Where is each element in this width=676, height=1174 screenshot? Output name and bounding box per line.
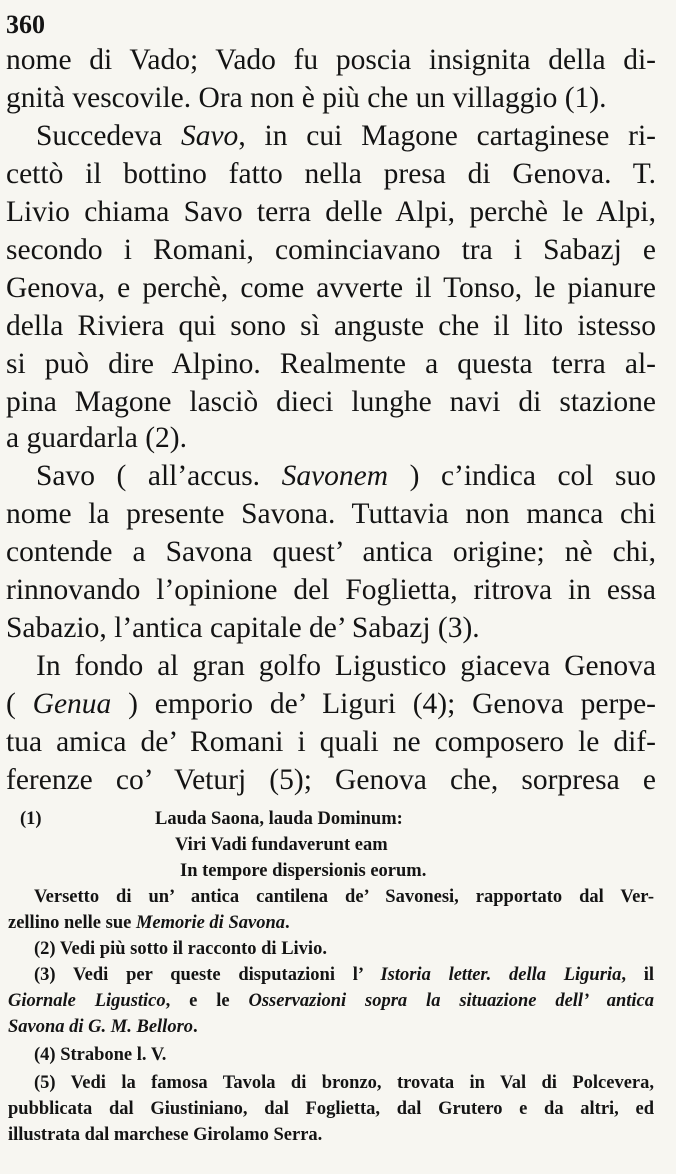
text-run: nome di Vado; Vado fu poscia insignita della di- <box>6 44 656 76</box>
text-run: , e le <box>165 991 249 1011</box>
text-line <box>6 80 656 116</box>
text-line <box>6 384 656 420</box>
text-line <box>6 232 656 268</box>
footnote-line <box>34 962 654 988</box>
text-line <box>36 648 656 684</box>
text-line <box>6 420 656 456</box>
text-run: . <box>284 913 290 933</box>
text-run: si può dire Alpino. Realmente a questa terra al- <box>6 348 656 380</box>
text-run: illustrata dal marchese Girolamo Serra. <box>8 1125 323 1145</box>
text-run: della Riviera qui sono sì anguste che il lito istesso <box>6 310 656 342</box>
text-line <box>6 762 656 798</box>
text-line <box>6 42 656 78</box>
text-run: pubblicata dal Giustiniano, dal Foglietta, dal Grutero e da altri, ed <box>8 1099 654 1119</box>
footnote-marker-1: (1) <box>20 809 42 829</box>
page-number: 360 <box>6 10 45 39</box>
footnote-line <box>34 884 654 910</box>
text-run: ) emporio de’ Liguri (4); Genova perpe- <box>111 688 656 720</box>
italic-text: Savona di G. M. Belloro <box>8 1017 194 1037</box>
italic-text: Giornale Ligustico <box>8 991 166 1011</box>
footnote-line <box>8 1096 654 1122</box>
footnote-line <box>34 1042 166 1068</box>
text-run: Sabazio, l’antica capitale de’ Sabazj (3). <box>6 612 480 644</box>
text-run: a guardarla (2). <box>6 422 187 454</box>
footnote-line <box>8 910 290 936</box>
text-run: , il <box>621 965 654 985</box>
text-run: tua amica de’ Romani i quali ne composero le dif- <box>6 726 656 758</box>
footnote-line <box>8 1122 322 1148</box>
text-run: ( <box>6 688 33 720</box>
footnote-line <box>8 1014 198 1040</box>
text-run: gnità vescovile. Ora non è più che un villaggio (1). <box>6 82 607 114</box>
italic-text: Genua <box>32 688 112 720</box>
text-line <box>36 458 656 494</box>
text-run: In fondo al gran golfo Ligustico giaceva Genova <box>36 650 656 682</box>
text-line <box>6 724 656 760</box>
footnote-line <box>34 1070 654 1096</box>
text-run: (5) Vedi la famosa Tavola di bronzo, trovata in Val di Polcevera, <box>34 1073 654 1093</box>
text-run: secondo i Romani, cominciavano tra i Sabazj e <box>6 234 656 266</box>
text-run: zellino nelle sue <box>8 913 136 933</box>
text-run: (4) Strabone l. V. <box>34 1045 167 1065</box>
text-line <box>6 308 656 344</box>
text-line <box>36 118 656 154</box>
text-run: , in cui Magone cartaginese ri- <box>238 120 657 152</box>
text-line <box>6 610 656 646</box>
italic-text: Memorie di Savona <box>135 913 285 933</box>
text-run: cettò il bottino fatto nella presa di Genova. T. <box>6 158 656 190</box>
text-run: nome la presente Savona. Tuttavia non manca chi <box>6 498 656 530</box>
italic-text: Savo <box>180 120 239 152</box>
footnote-line <box>8 988 654 1014</box>
verse-line-3: In tempore dispersionis eorum. <box>180 861 427 881</box>
text-line <box>6 194 656 230</box>
text-line <box>6 156 656 192</box>
text-run: ) c’indica col suo <box>388 460 656 492</box>
text-run: Succedeva <box>36 120 181 152</box>
italic-text: Istoria letter. della Liguria <box>380 965 622 985</box>
text-run: Livio chiama Savo terra delle Alpi, perchè le Alpi, <box>6 196 656 228</box>
text-run: (3) Vedi per queste disputazioni l’ <box>34 965 381 985</box>
text-run: . <box>193 1017 198 1037</box>
text-run: ferenze co’ Veturj (5); Genova che, sorpresa e <box>6 764 656 796</box>
text-run: rinnovando l’opinione del Foglietta, ritrova in essa <box>6 574 656 606</box>
text-line <box>6 346 656 382</box>
verse-line-1: Lauda Saona, lauda Dominum: <box>155 809 403 829</box>
text-run: pina Magone lasciò dieci lunghe navi di stazione <box>6 386 656 418</box>
text-run: Savo ( all’accus. <box>36 460 282 492</box>
verse-line-2: Viri Vadi fundaverunt eam <box>175 835 388 855</box>
text-line <box>6 686 656 722</box>
italic-text: Savonem <box>281 460 389 492</box>
footnote-line <box>34 936 327 962</box>
text-line <box>6 270 656 306</box>
text-run: (2) Vedi più sotto il racconto di Livio. <box>34 939 327 959</box>
italic-text: Osservazioni sopra la situazione dell’ antica <box>248 991 655 1011</box>
text-line <box>6 496 656 532</box>
text-run: Versetto di un’ antica cantilena de’ Savonesi, rapportato dal Ver- <box>34 887 654 907</box>
text-run: Genova, e perchè, come avverte il Tonso, le pianure <box>6 272 656 304</box>
text-run: contende a Savona quest’ antica origine; nè chi, <box>6 536 656 568</box>
text-line <box>6 534 656 570</box>
text-line <box>6 572 656 608</box>
